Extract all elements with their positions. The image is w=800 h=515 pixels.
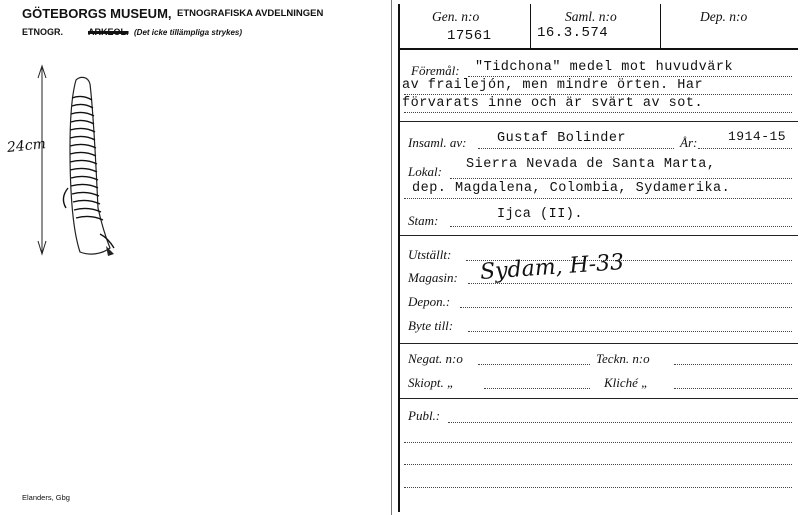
- publ-dotline-4: [404, 487, 792, 488]
- skiopt-dotline: [484, 388, 590, 389]
- foremal-dotline-3: [404, 112, 792, 113]
- magasin-value: Sydam, H-33: [479, 250, 625, 285]
- size-note: 24cm: [6, 136, 47, 156]
- insaml-label: Insaml. av:: [408, 135, 467, 150]
- publ-dotline-3: [404, 464, 792, 465]
- lokal-dotline-2: [404, 198, 792, 199]
- section-rule-3: [400, 343, 798, 344]
- skiopt-label: Skiopt. „: [408, 375, 455, 390]
- lokal-line-2: dep. Magdalena, Colombia, Sydamerika.: [412, 181, 731, 196]
- foremal-line-2: av frailejón, men mindre örten. Har: [402, 78, 704, 93]
- museum-name: GÖTEBORGS MUSEUM,: [22, 6, 172, 21]
- saml-no-label: Saml. n:o: [565, 9, 617, 24]
- foremal-dotline-1: [468, 76, 792, 77]
- right-margin-rule: [398, 4, 400, 512]
- year-label: År:: [680, 135, 698, 150]
- teckn-label: Teckn. n:o: [596, 351, 650, 366]
- foremal-label: Föremål:: [411, 63, 460, 78]
- object-sketch: [10, 58, 130, 278]
- depon-dotline: [460, 307, 792, 308]
- column-rule-1: [530, 4, 531, 48]
- negat-dotline: [478, 364, 590, 365]
- insaml-dotline: [478, 148, 674, 149]
- printer-imprint: Elanders, Gbg: [22, 493, 70, 502]
- kliche-label: Kliché „: [604, 375, 649, 390]
- stam-value: Ijca (II).: [497, 207, 584, 222]
- foremal-line-1: "Tidchona" medel mot huvudvärk: [475, 60, 734, 75]
- struck-section-word: ARKEOL.: [88, 27, 129, 37]
- magasin-label: Magasin:: [408, 270, 458, 285]
- section-rule-4: [400, 398, 798, 399]
- gen-no-value: 17561: [447, 28, 492, 44]
- stam-label: Stam:: [408, 213, 439, 228]
- negat-label: Negat. n:o: [408, 351, 463, 366]
- lokal-label: Lokal:: [408, 164, 442, 179]
- lokal-dotline-1: [450, 178, 792, 179]
- section-rule-2: [400, 235, 798, 236]
- lokal-line-1: Sierra Nevada de Santa Marta,: [466, 157, 716, 172]
- gen-no-label: Gen. n:o: [432, 9, 480, 24]
- teckn-dotline: [674, 364, 792, 365]
- card-divider: [391, 0, 392, 515]
- magasin-dotline: [468, 283, 792, 284]
- section-rule-1: [400, 121, 798, 122]
- department-name: ETNOGRAFISKA AVDELNINGEN: [177, 8, 324, 19]
- saml-no-value: 16.3.574: [537, 25, 609, 41]
- strike-note: (Det icke tillämpliga strykes): [134, 28, 243, 37]
- depon-label: Depon.:: [408, 294, 451, 309]
- publ-dotline-1: [448, 422, 792, 423]
- foremal-dotline-2: [404, 94, 792, 95]
- year-dotline: [698, 148, 792, 149]
- byte-label: Byte till:: [408, 318, 454, 333]
- bundle-outline: [70, 77, 110, 254]
- publ-label: Publ.:: [408, 408, 441, 423]
- byte-dotline: [468, 331, 792, 332]
- stam-dotline: [450, 226, 792, 227]
- insaml-value: Gustaf Bolinder: [497, 131, 627, 146]
- kliche-dotline: [674, 388, 792, 389]
- section-prefix: ETNOGR.: [22, 27, 64, 37]
- column-rule-2: [660, 4, 661, 48]
- utstallt-label: Utställt:: [408, 247, 452, 262]
- dep-no-label: Dep. n:o: [700, 9, 748, 24]
- columns-bottom-rule: [398, 48, 798, 50]
- year-value: 1914-15: [728, 129, 787, 144]
- publ-dotline-2: [404, 442, 792, 443]
- foremal-line-3: förvarats inne och är svärt av sot.: [402, 96, 704, 111]
